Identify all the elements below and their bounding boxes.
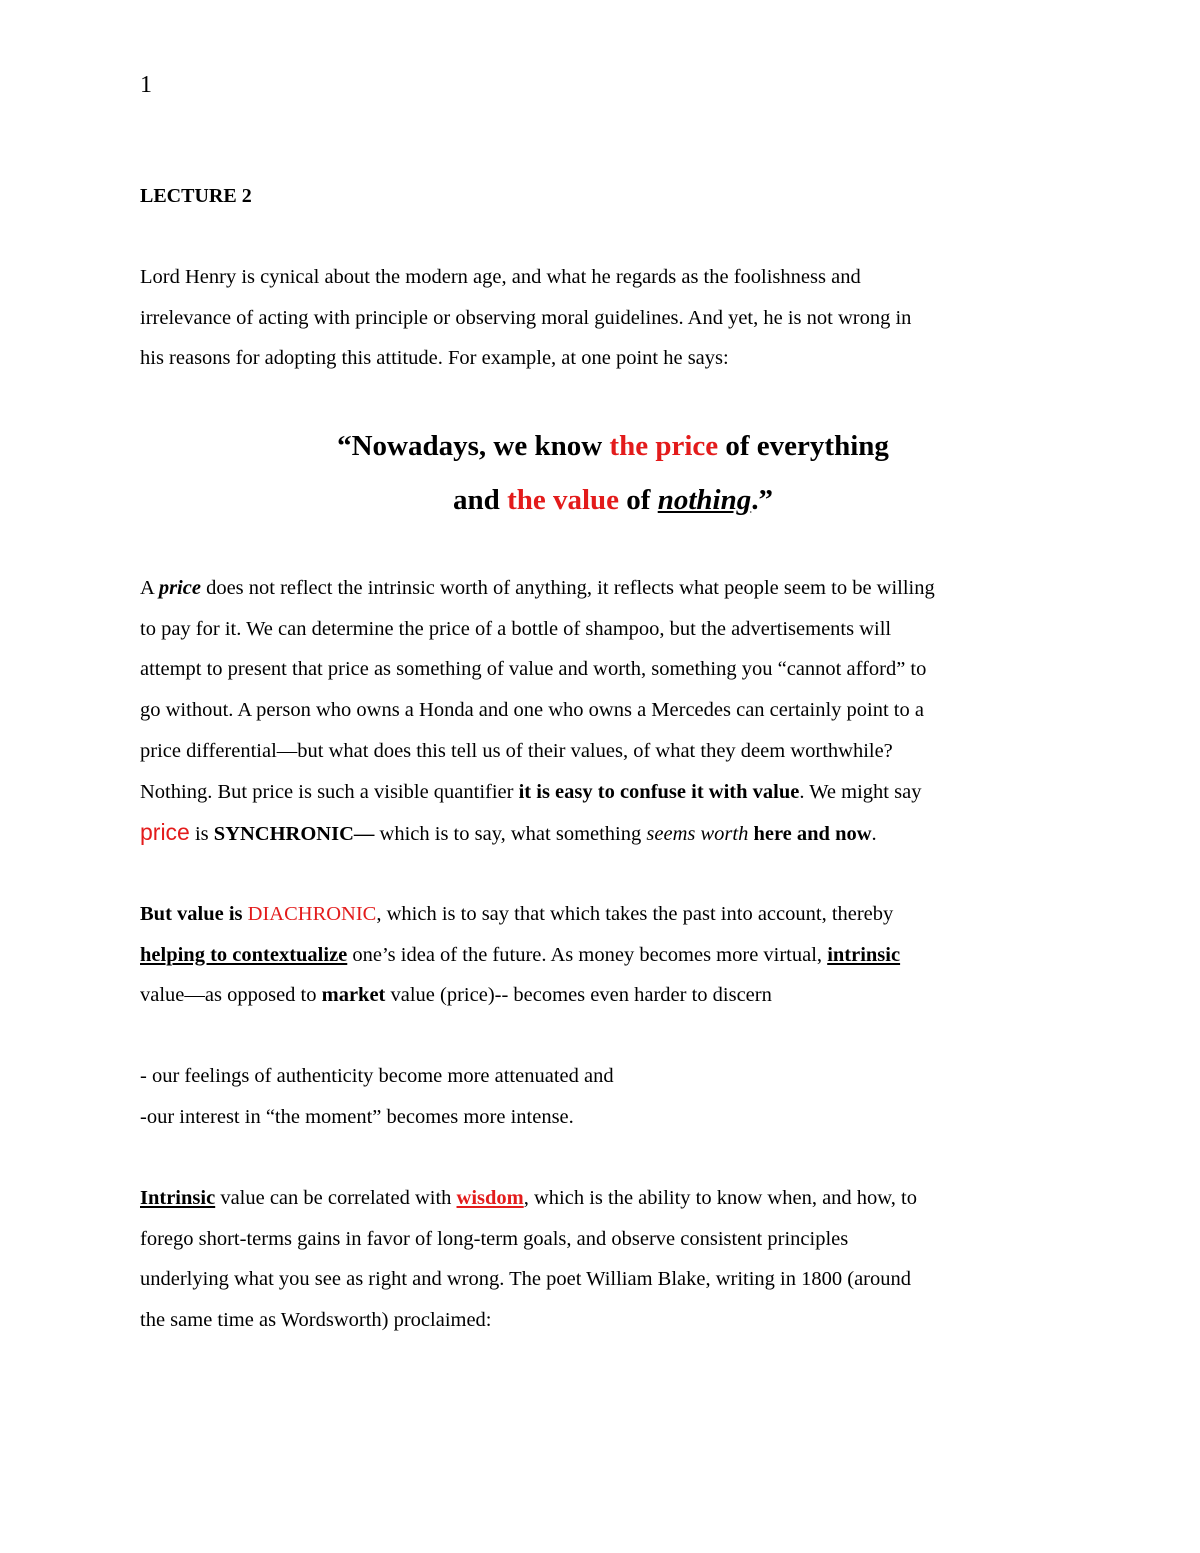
price-paragraph <box>140 568 1070 855</box>
paragraph-line: price differential—but what does this tell us of their values, of what they deem worthwhile? <box>140 739 893 762</box>
emphasis-intrinsic: intrinsic <box>827 943 901 966</box>
text-run: Nothing. But price is such a visible quantifier <box>140 780 519 803</box>
paragraph-line: irrelevance of acting with principle or observing moral guidelines. And yet, he is not wrong in <box>140 306 912 329</box>
list-item: - our feelings of authenticity become more attenuated and <box>140 1065 614 1087</box>
quote-text: .” <box>751 484 773 516</box>
emphasis-intrinsic-start: Intrinsic <box>140 1187 216 1209</box>
paragraph-line <box>140 1178 1070 1219</box>
emphasis-seems-worth: seems worth <box>646 823 749 846</box>
emphasis-price: price <box>158 577 201 599</box>
text-run: is <box>189 823 214 846</box>
text-run: , which is to say that which takes the past into account, thereby <box>376 903 894 925</box>
quote-text: and <box>453 484 508 516</box>
paragraph-line <box>140 975 1070 1016</box>
paragraph-line: his reasons for adopting this attitude. For example, at one point he says: <box>140 347 729 370</box>
paragraph-line <box>140 812 1070 855</box>
quote-text: of everything <box>718 430 889 462</box>
text-run: . <box>871 823 877 846</box>
quote-text: of <box>619 484 658 516</box>
quote-emphasis-nothing: nothing <box>657 484 752 516</box>
paragraph-line: Lord Henry is cynical about the modern age, and what he regards as the foolishness and <box>140 266 861 288</box>
paragraph-line <box>140 894 1070 935</box>
quote-line-2 <box>140 473 1086 527</box>
quote-line-1 <box>140 419 1086 473</box>
text-run: , which is the ability to know when, and how, to <box>523 1187 917 1209</box>
emphasis-contextualize: helping to contextualize <box>140 943 348 966</box>
paragraph-line: forego short-terms gains in favor of long-term goals, and observe consistent principles <box>140 1227 849 1250</box>
quote-highlight-value: the value <box>507 484 620 516</box>
paragraph-line: go without. A person who owns a Honda and one who owns a Mercedes can certainly point to a <box>140 699 924 722</box>
paragraph-line: to pay for it. We can determine the price of a bottle of shampoo, but the advertisements will <box>140 617 892 640</box>
value-paragraph <box>140 894 1070 1016</box>
text-run: value (price)-- becomes even harder to discern <box>385 984 772 1007</box>
emphasis-price-red: price <box>140 819 190 846</box>
text-run: does not reflect the intrinsic worth of anything, it reflects what people seem to be willing <box>200 577 935 599</box>
text-run: A <box>140 577 159 599</box>
emphasis-but-value: But value is <box>140 903 248 925</box>
intro-paragraph <box>140 257 1070 379</box>
text-run: one’s idea of the future. As money becomes more virtual, <box>347 943 828 966</box>
text-run: which is to say, what something <box>374 823 647 846</box>
consequence-list <box>140 1056 1070 1137</box>
emphasis-wisdom: wisdom <box>456 1187 524 1209</box>
paragraph-line: attempt to present that price as something of value and worth, something you “cannot afford” to <box>140 658 927 681</box>
list-item: -our interest in “the moment” becomes more intense. <box>140 1105 574 1128</box>
paragraph-line <box>140 935 1070 976</box>
lecture-heading: LECTURE 2 <box>140 185 252 207</box>
emphasis-confuse: it is easy to confuse it with value <box>518 780 800 803</box>
quote-highlight-price: the price <box>609 430 719 462</box>
paragraph-line: the same time as Wordsworth) proclaimed: <box>140 1309 492 1332</box>
emphasis-here-and-now: here and now <box>753 823 872 846</box>
quote-text: “Nowadays, we know <box>337 430 610 462</box>
text-run: . We might say <box>799 780 922 803</box>
wisdom-paragraph <box>140 1178 1070 1341</box>
paragraph-line: underlying what you see as right and wrong. The poet William Blake, writing in 1800 (around <box>140 1268 912 1291</box>
page-number: 1 <box>140 72 152 98</box>
paragraph-line <box>140 568 1070 609</box>
paragraph-line <box>140 772 1070 813</box>
block-quote <box>140 419 1086 527</box>
text-run: value can be correlated with <box>215 1187 457 1209</box>
emphasis-diachronic: DIACHRONIC <box>247 903 377 925</box>
text-run: value—as opposed to <box>140 984 322 1007</box>
emphasis-market: market <box>321 984 386 1007</box>
emphasis-synchronic: SYNCHRONIC— <box>213 823 375 846</box>
